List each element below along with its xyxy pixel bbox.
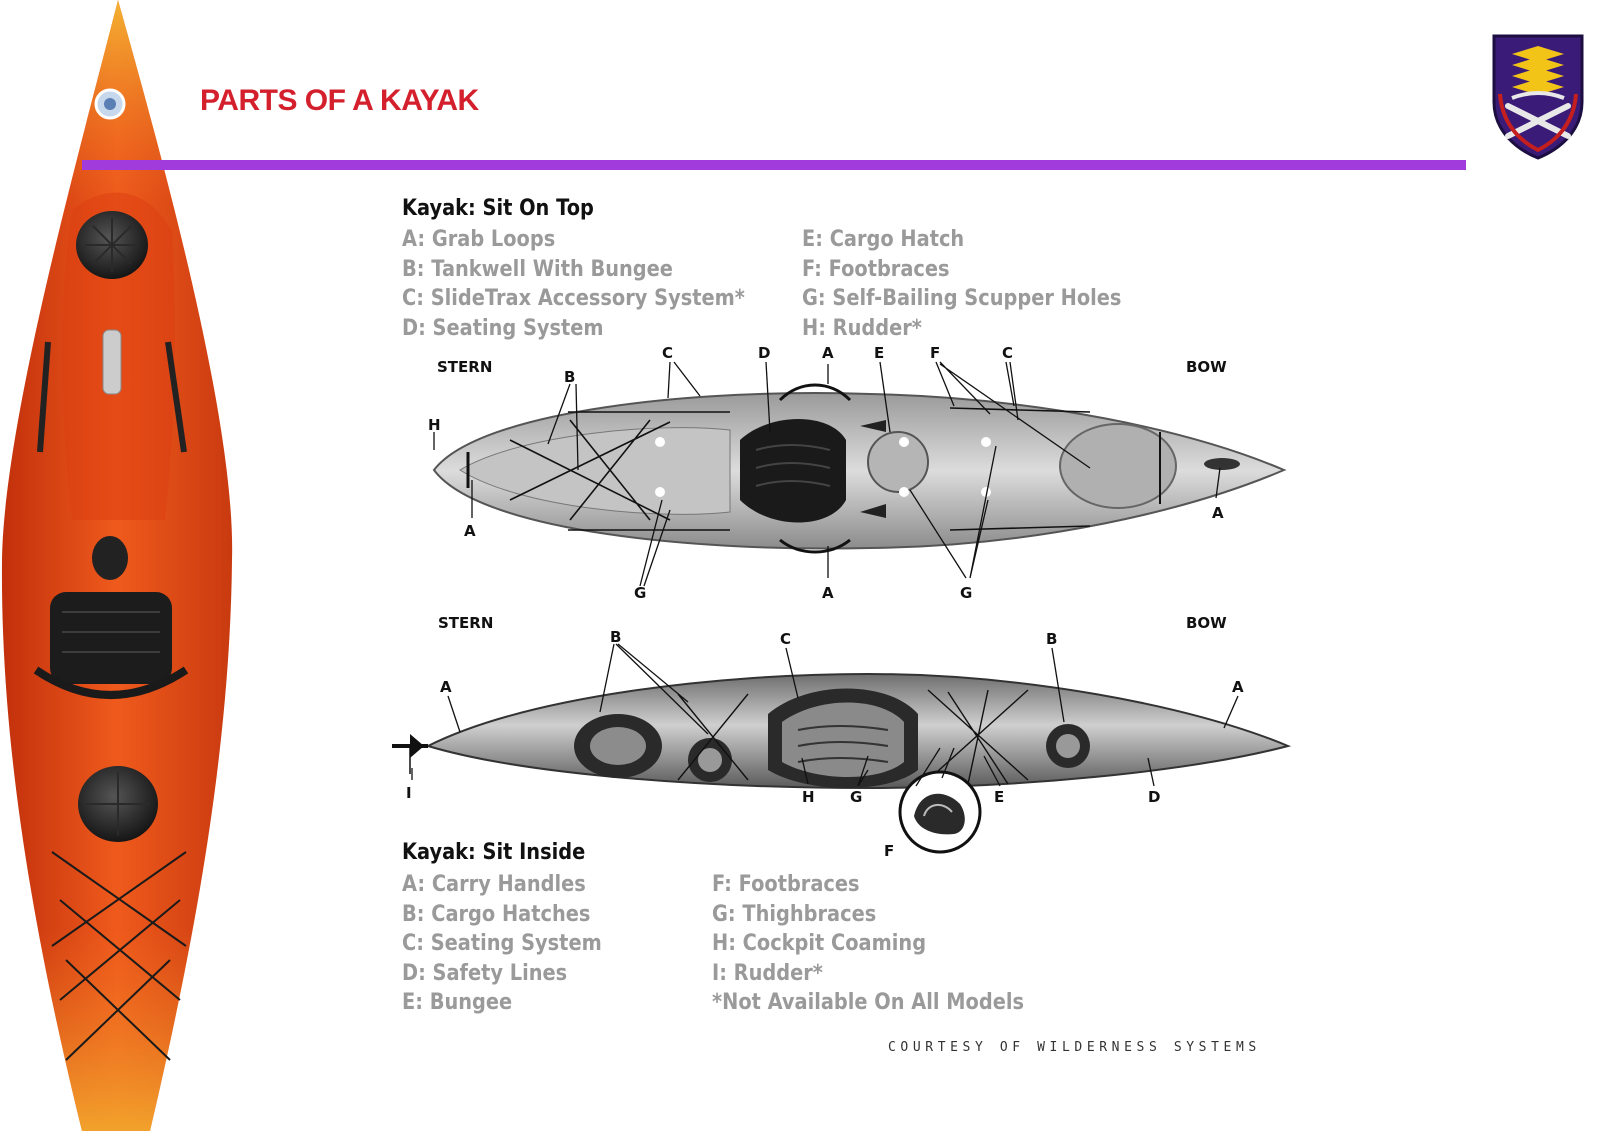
stern-label: STERN: [437, 358, 493, 376]
callout-b: B: [1046, 630, 1058, 648]
callout-g: G: [960, 584, 973, 602]
sit-on-top-heading: Kayak: Sit On Top: [402, 196, 594, 221]
callout-a: A: [1232, 678, 1244, 696]
sit-on-top-legend-left: [402, 225, 745, 343]
legend-item: F: Footbraces: [712, 872, 860, 897]
crest-logo: [1488, 32, 1588, 160]
bow-label: BOW: [1186, 358, 1227, 376]
callout-c: C: [1002, 344, 1014, 362]
legend-item: G: Thighbraces: [712, 901, 877, 927]
sit-inside-legend-left: [402, 870, 602, 1018]
callout-b: B: [564, 368, 576, 386]
legend-item: A: Grab Loops: [402, 227, 556, 252]
callout-d: D: [758, 344, 771, 362]
callout-c: C: [780, 630, 792, 648]
callout-d: D: [1148, 788, 1161, 806]
image-credit: COURTESY OF WILDERNESS SYSTEMS: [888, 1040, 1261, 1055]
legend-item: C: SlideTrax Accessory System*: [402, 286, 745, 311]
callout-g: G: [850, 788, 863, 806]
legend-footnote: *Not Available On All Models: [712, 990, 1025, 1015]
sit-on-top-diagram: [400, 344, 1300, 630]
callout-f: F: [884, 842, 895, 860]
legend-item: D: Safety Lines: [402, 960, 568, 986]
legend-item: B: Tankwell With Bungee: [402, 256, 673, 282]
title-divider: [82, 160, 1466, 170]
legend-item: H: Cockpit Coaming: [712, 931, 927, 956]
callout-a: A: [440, 678, 452, 696]
callout-h: H: [802, 788, 815, 806]
callout-g: G: [634, 584, 647, 602]
legend-item: F: Footbraces: [802, 256, 950, 282]
legend-item: B: Cargo Hatches: [402, 901, 591, 927]
callout-a: A: [822, 584, 834, 602]
sit-inside-heading: Kayak: Sit Inside: [402, 840, 586, 865]
callout-a: A: [1212, 504, 1224, 522]
legend-item: E: Cargo Hatch: [802, 227, 965, 252]
legend-item: I: Rudder*: [712, 960, 823, 986]
legend-item: A: Carry Handles: [402, 872, 586, 897]
callout-h: H: [428, 416, 441, 434]
sit-inside-legend-right: [712, 870, 1024, 1018]
callout-f: F: [930, 344, 941, 362]
sit-on-top-legend-right: [802, 225, 1121, 343]
legend-item: G: Self-Bailing Scupper Holes: [802, 286, 1122, 311]
callout-a: A: [464, 522, 476, 540]
callout-c: C: [662, 344, 674, 362]
legend-item: H: Rudder*: [802, 315, 922, 341]
callout-i: I: [406, 784, 412, 802]
callout-b: B: [610, 628, 622, 646]
legend-item: D: Seating System: [402, 315, 604, 341]
legend-item: C: Seating System: [402, 931, 602, 956]
callout-a: A: [822, 344, 834, 362]
slide-title: PARTS OF A KAYAK: [200, 84, 479, 117]
legend-item: E: Bungee: [402, 990, 513, 1015]
callout-e: E: [874, 344, 885, 362]
callout-e: E: [994, 788, 1005, 806]
bow-label: BOW: [1186, 614, 1227, 632]
stern-label: STERN: [438, 614, 494, 632]
